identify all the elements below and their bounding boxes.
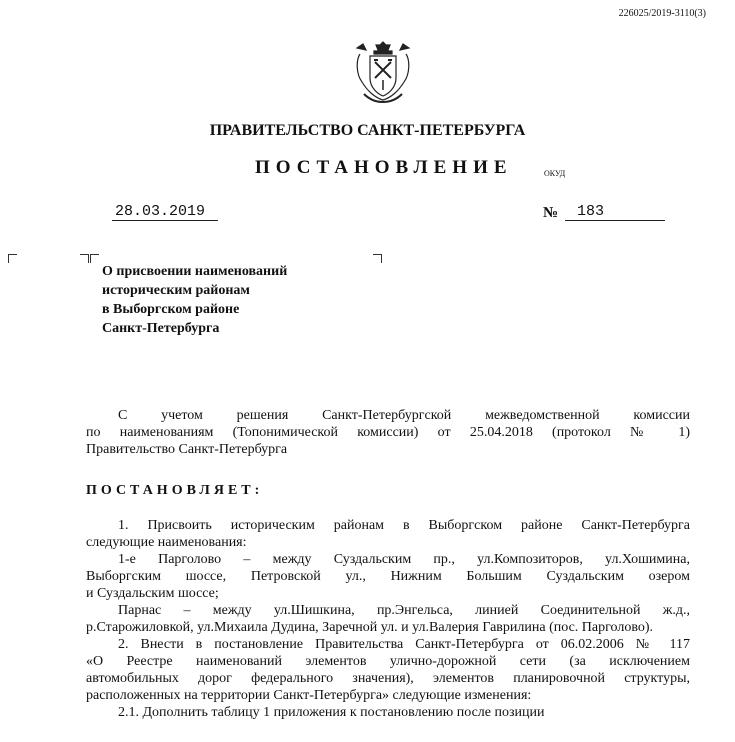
item-line: Выборгским шоссе, Петровской ул., Нижним Большим Суздальским озером — [86, 569, 690, 584]
item-line: следующие наименования: — [86, 535, 247, 550]
corner-bracket-mark — [373, 254, 382, 263]
item-line: «О Реестре наименований элементов улично-дорожной сети (за исключением — [86, 654, 690, 669]
preamble-line: С учетом решения Санкт-Петербургской межведомственной комиссии — [118, 408, 690, 423]
item-line: расположенных на территории Санкт-Петербурга» следующие изменения: — [86, 688, 532, 703]
document-title: ПОСТАНОВЛЕНИЕ — [255, 157, 513, 178]
subject-line: О присвоении наименований — [102, 264, 288, 279]
decision-items — [86, 517, 690, 721]
preamble-line: по наименованиям (Топонимической комиссии) от 25.04.2018 (протокол № 1) — [86, 425, 690, 440]
document-date: 28.03.2019 — [115, 203, 206, 220]
item-line: 1-е Парголово – между Суздальским пр., ул.Композиторов, ул.Хошимина, — [118, 552, 690, 567]
corner-bracket-mark — [80, 254, 89, 263]
okud-label: ОКУД — [544, 169, 566, 178]
date-underline — [112, 220, 218, 221]
document-code: 226025/2019-3110(3) — [618, 8, 706, 19]
document-subject — [102, 262, 287, 338]
number-underline — [565, 220, 665, 221]
subject-line: в Выборгском районе — [102, 302, 240, 317]
item-line: 2. Внести в постановление Правительства Санкт-Петербурга от 06.02.2006 № 117 — [118, 637, 690, 652]
item-line: 2.1. Дополнить таблицу 1 приложения к постановлению после позиции — [118, 705, 545, 720]
item-line: и Суздальским шоссе; — [86, 586, 219, 601]
subject-line: Санкт-Петербурга — [102, 321, 220, 336]
item-line: Парнас – между ул.Шишкина, пр.Энгельса, линией Соединительной ж.д., — [118, 603, 690, 618]
subject-line: историческим районам — [102, 283, 250, 298]
preamble-line: Правительство Санкт-Петербурга — [86, 442, 288, 457]
item-line: 1. Присвоить историческим районам в Выборгском районе Санкт-Петербурга — [118, 518, 690, 533]
item-line: автомобильных дорог федерального значения), элементов планировочной структуры, — [86, 671, 690, 686]
preamble — [86, 407, 690, 458]
spb-coat-of-arms-icon — [352, 40, 414, 106]
decides-heading: ПОСТАНОВЛЯЕТ: — [86, 483, 264, 498]
number-label: № — [543, 205, 559, 221]
corner-bracket-mark — [90, 254, 99, 263]
corner-bracket-mark — [8, 254, 17, 263]
item-line: р.Старожиловкой, ул.Михаила Дудина, Заречной ул. и ул.Валерия Гаврилина (пос. Парголово). — [86, 620, 653, 635]
document-number: 183 — [577, 203, 605, 220]
government-name: ПРАВИТЕЛЬСТВО САНКТ-ПЕТЕРБУРГА — [209, 122, 526, 139]
